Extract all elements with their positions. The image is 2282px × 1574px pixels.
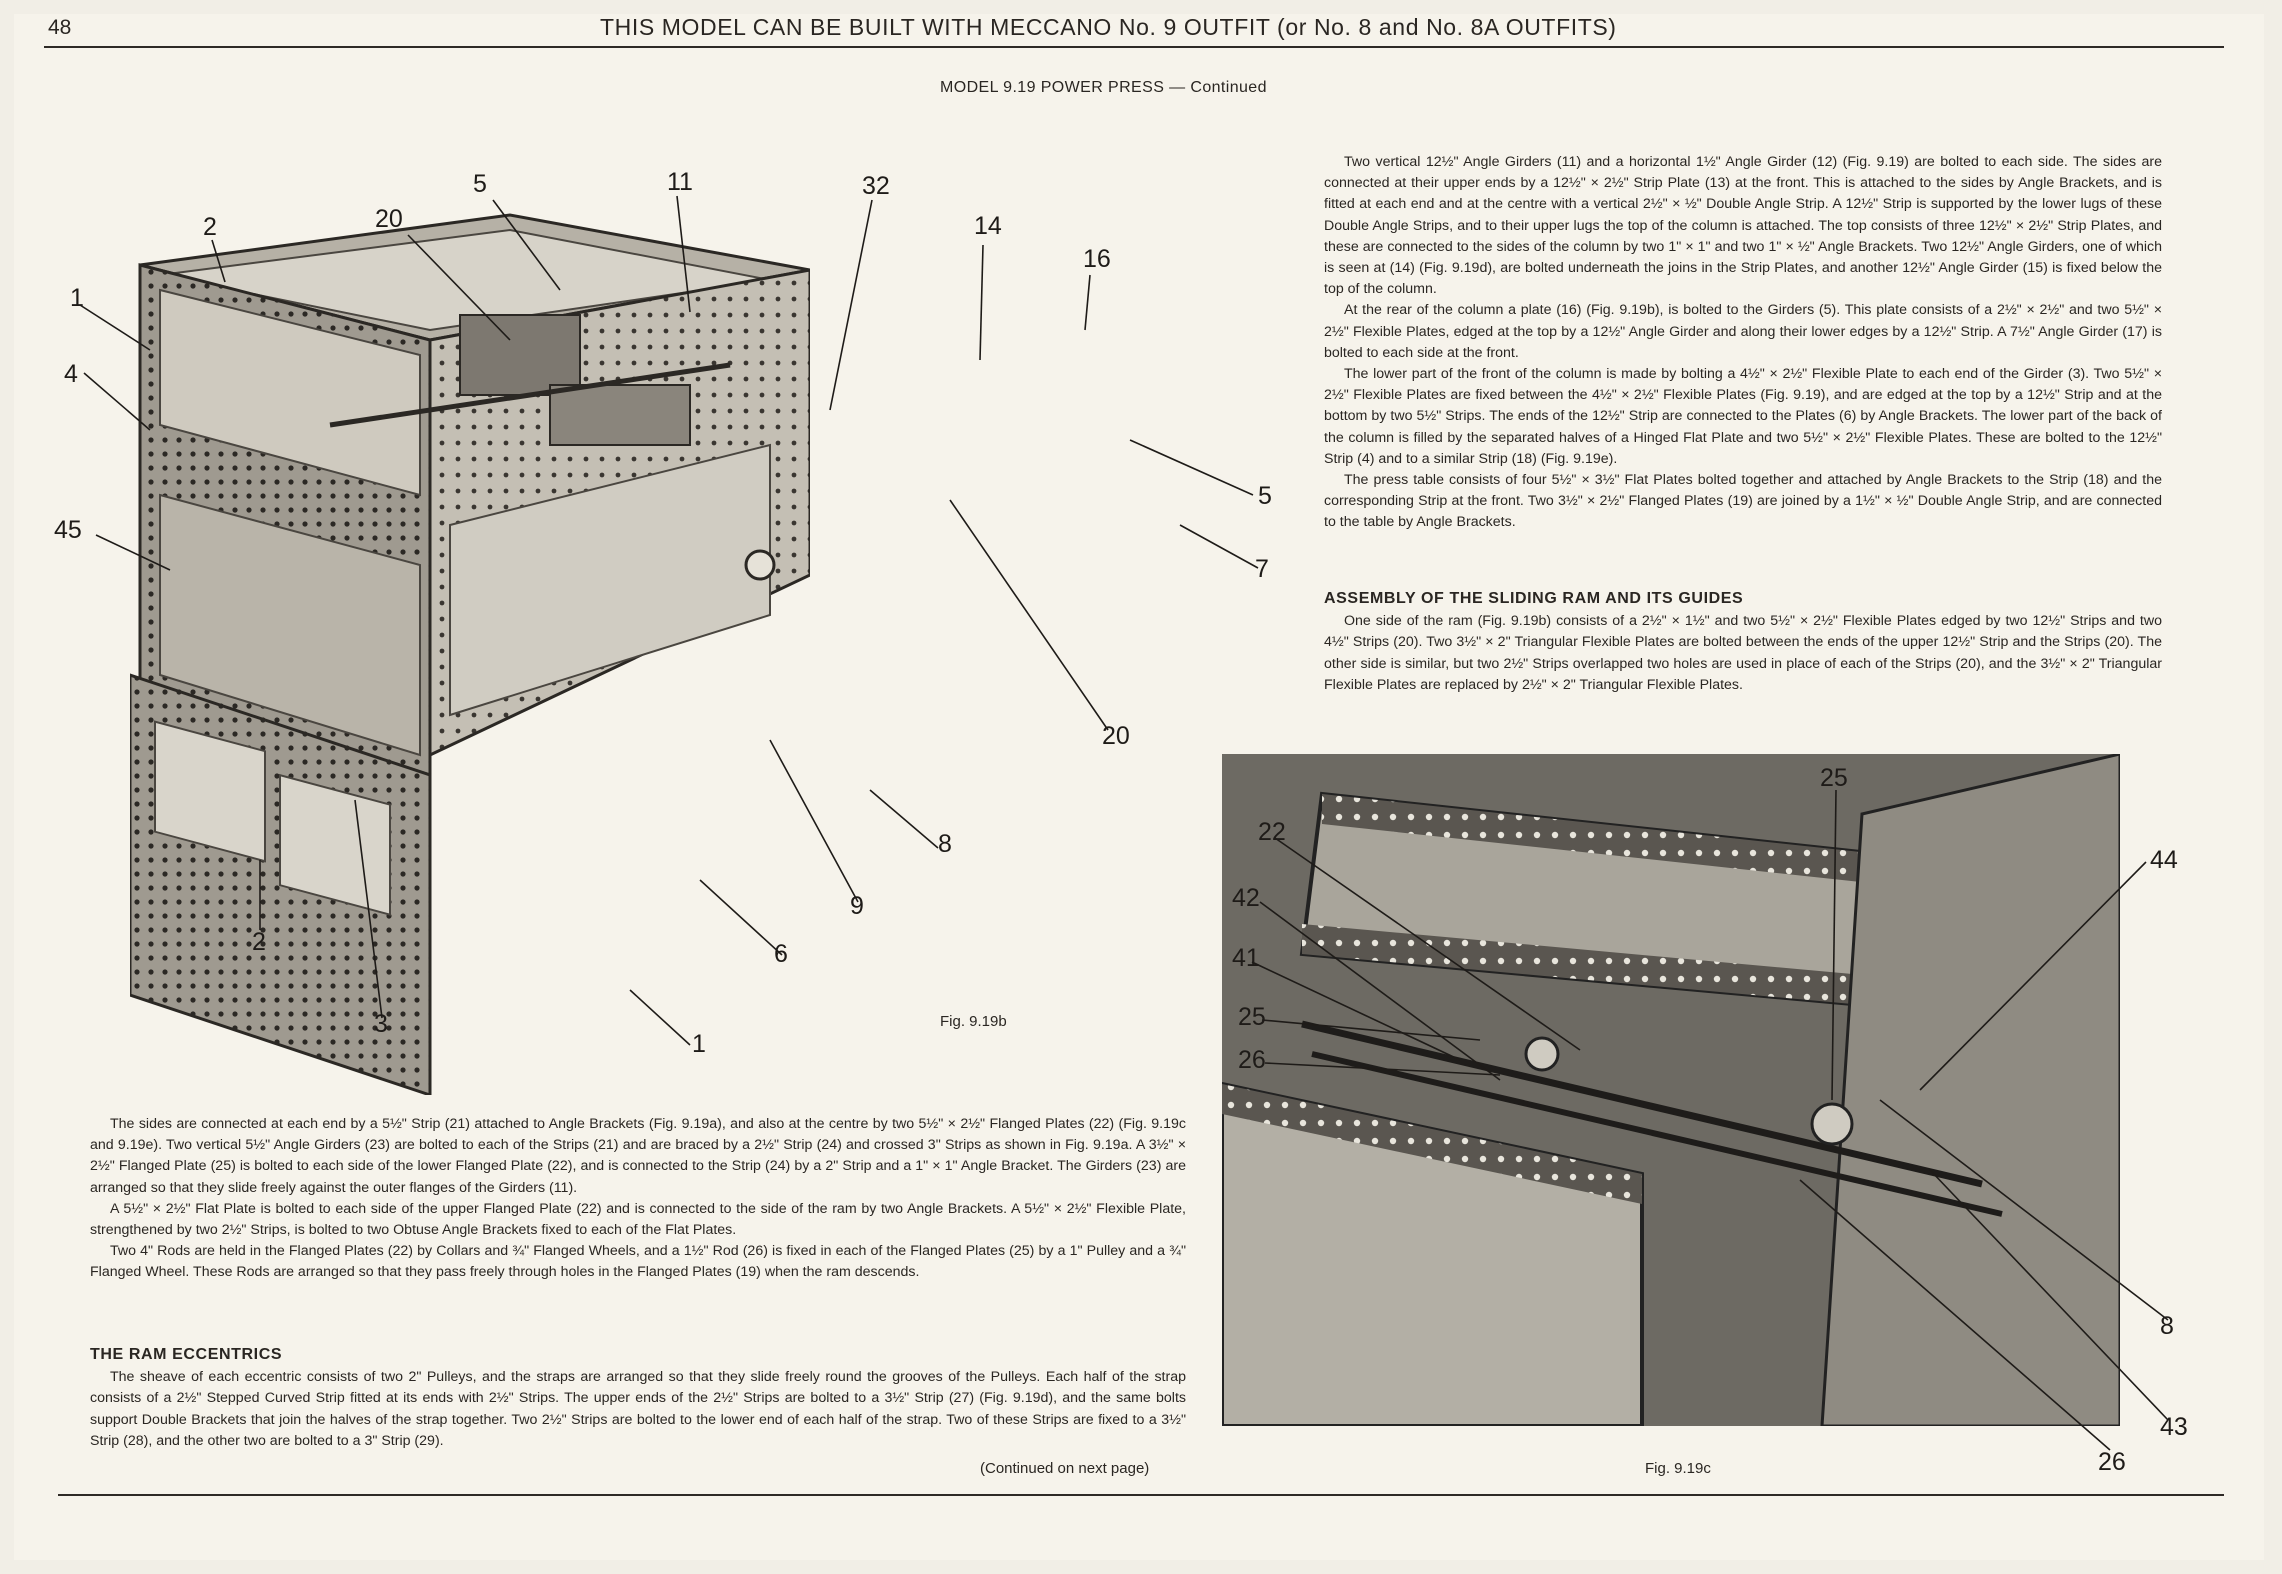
- callout-label: 16: [1083, 245, 1111, 273]
- callout-label: 25: [1820, 764, 1848, 792]
- callout-label: 45: [54, 516, 82, 544]
- callout-label: 9: [850, 892, 864, 920]
- callout-label: 20: [1102, 722, 1130, 750]
- callout-label: 26: [1238, 1046, 1266, 1074]
- paragraph: The sides are connected at each end by a 5½" Strip (21) attached to Angle Brackets (Fig. 9.19a), and also at the centre by two 5½" × 2½" Flanged Plates (22) (Fig. 9.19c and 9.19e). Two vertical 5½" Angle Girders (23) are bolted to each of the Strips (21) and are braced by a 2½" Strip (24) and crossed 3" Strips as shown in Fig. 9.19a. A 3½" × 2½" Flanged Plate (25) is bolted to each side of the lower Flanged Plate (22), and is connected to the Strip (24) by a 2" Strip and a 1" × 1" Angle Bracket. The Girders (23) are arranged so that they slide freely against the outer flanges of the Girders (11).: [90, 1116, 1186, 1196]
- callout-label: 2: [252, 928, 266, 956]
- callout-label: 2: [203, 213, 217, 241]
- callout-label: 5: [473, 170, 487, 198]
- paragraph: The lower part of the front of the column is made by bolting a 4½" × 2½" Flexible Plate to each end of the Girder (3). Two 5½" × 2½" Flexible Plates are fixed between the 4½" × 2½" Flexible Plates (Fig. 9.19), and are edged at the top by a 12½" Strip and at the bottom by two 5½" Strips. The ends of the 12½" Strip are connected to the Plates (6) by Angle Brackets. The lower part of the back of the column is filled by the separated halves of a Hinged Flat Plate and two 5½" × 2½" Flexible Plates. These are bolted to the 12½" Strip (4) and to a similar Strip (18) (Fig. 9.19e).: [1324, 366, 2162, 467]
- page-number: 48: [48, 16, 72, 39]
- header-rule: [44, 46, 2224, 48]
- paragraph: The press table consists of four 5½" × 3½" Flat Plates bolted together and attached by Angle Brackets to the Strip (18) and the corresponding Strip at the front. Two 3½" × 2½" Flanged Plates (19) are joined by a 1½" × ½" Double Angle Strip, and are connected to the table by Angle Brackets.: [1324, 472, 2162, 531]
- callout-label: 14: [974, 212, 1002, 240]
- paragraph: The sheave of each eccentric consists of two 2" Pulleys, and the straps are arranged so that they slide freely round the grooves of the Pulleys. Each half of the strap consists of a 2½" Stepped Curved Strip fitted at its ends with 2½" Strips. The upper ends of the 2½" Strips are bolted to a 3½" Strip (27) (Fig. 9.19d), and the same bolts support Double Brackets that join the halves of the strap together. Two 2½" Strips are bolted to the lower end of each half of the strap. Two of these Strips are fixed to a 3½" Strip (28), and the other two are bolted to a 3" Strip (29).: [90, 1369, 1186, 1449]
- callout-label: 1: [692, 1030, 706, 1058]
- model-subtitle: MODEL 9.19 POWER PRESS — Continued: [940, 79, 1267, 96]
- footer-rule: [58, 1494, 2224, 1496]
- paragraph: At the rear of the column a plate (16) (Fig. 9.19b), is bolted to the Girders (5). This plate consists of a 2½" × 2½" and two 5½" × 2½" Flexible Plates, edged at the top by a 12½" Angle Girder and along their lower edges by a 12½" Strip. A 7½" Angle Girder (17) is bolted to each side at the front.: [1324, 302, 2162, 361]
- callout-label: 7: [1255, 555, 1269, 583]
- section-heading: THE RAM ECCENTRICS: [90, 1346, 283, 1363]
- callout-label: 20: [375, 205, 403, 233]
- ram-eccentrics-section: [90, 1344, 1186, 1452]
- callout-label: 43: [2160, 1413, 2188, 1441]
- callout-label: 42: [1232, 884, 1260, 912]
- callout-label: 1: [70, 284, 84, 312]
- callout-label: 3: [374, 1010, 388, 1038]
- callout-label: 4: [64, 360, 78, 388]
- callout-label: 5: [1258, 482, 1272, 510]
- callout-label: 8: [2160, 1312, 2174, 1340]
- figure-caption-9-19b: Fig. 9.19b: [940, 1013, 1007, 1030]
- ram-assembly-section: [1324, 588, 2162, 696]
- paragraph: Two vertical 12½" Angle Girders (11) and a horizontal 1½" Angle Girder (12) (Fig. 9.19) are bolted to each side. The sides are connected at their upper ends by a 12½" × 2½" Strip Plate (13) at the front. This is attached to the sides by Angle Brackets, and is fitted at each end and at the centre with a vertical 2½" × ½" Double Angle Strip. A 12½" Strip is supported by the lower lugs of these Double Angle Strips, and to their upper lugs the top of the column is attached. The top consists of three 12½" × 2½" Strip Plates, and these are connected to the sides of the column by two 1" × 1" and two 1" × ½" Angle Brackets. Two 12½" Angle Girders, one of which is seen at (14) (Fig. 9.19d), are bolted underneath the joins in the Strip Plates, and another 12½" Angle Girder (15) is fixed below the top of the column.: [1324, 154, 2162, 298]
- figure-caption-9-19c: Fig. 9.19c: [1645, 1460, 1711, 1477]
- ram-detail-photo: [1222, 754, 2120, 1426]
- callout-label: 26: [2098, 1448, 2126, 1476]
- callout-label: 6: [774, 940, 788, 968]
- callout-label: 41: [1232, 944, 1260, 972]
- column-construction-text: [1324, 152, 2162, 534]
- continued-note: (Continued on next page): [980, 1460, 1150, 1477]
- callout-label: 32: [862, 172, 890, 200]
- ram-sides-text: [90, 1114, 1186, 1284]
- paragraph: Two 4" Rods are held in the Flanged Plates (22) by Collars and ¾" Flanged Wheels, and a 1½" Rod (26) is fixed in each of the Flanged Plates (25) by a 1" Pulley and a ¾" Flanged Wheel. These Rods are arranged so that they pass freely through holes in the Flanged Plates (19) when the ram descends.: [90, 1243, 1186, 1281]
- callout-label: 25: [1238, 1003, 1266, 1031]
- callout-label: 44: [2150, 846, 2178, 874]
- paragraph: One side of the ram (Fig. 9.19b) consists of a 2½" × 1½" and two 5½" × 2½" Flexible Plates edged by two 12½" Strips and two 4½" Strips (20). Two 3½" × 2" Triangular Flexible Plates are bolted between the ends of the upper 12½" Strip and the Strips (20). The other side is similar, but two 2½" Strips overlapped two holes are used in place of each of the Strips (20), and the 3½" × 2" Triangular Flexible Plates are replaced by 2½" × 2" Triangular Flexible Plates.: [1324, 613, 2162, 693]
- power-press-illustration: [130, 195, 810, 1095]
- running-head: THIS MODEL CAN BE BUILT WITH MECCANO No. 9 OUTFIT (or No. 8 and No. 8A OUTFITS): [600, 14, 1617, 40]
- figure-9-19c: [1222, 754, 2120, 1426]
- callout-label: 8: [938, 830, 952, 858]
- callout-label: 11: [667, 168, 693, 196]
- figure-9-19b: [130, 195, 810, 1095]
- callout-label: 22: [1258, 818, 1286, 846]
- paragraph: A 5½" × 2½" Flat Plate is bolted to each side of the upper Flanged Plate (22) and is connected to the side of the ram by two Angle Brackets. A 5½" × 2½" Flexible Plate, strengthened by two 2½" Strips, is bolted to two Obtuse Angle Brackets fixed to each of the Flat Plates.: [90, 1200, 1186, 1239]
- section-heading: ASSEMBLY OF THE SLIDING RAM AND ITS GUIDES: [1324, 590, 1744, 607]
